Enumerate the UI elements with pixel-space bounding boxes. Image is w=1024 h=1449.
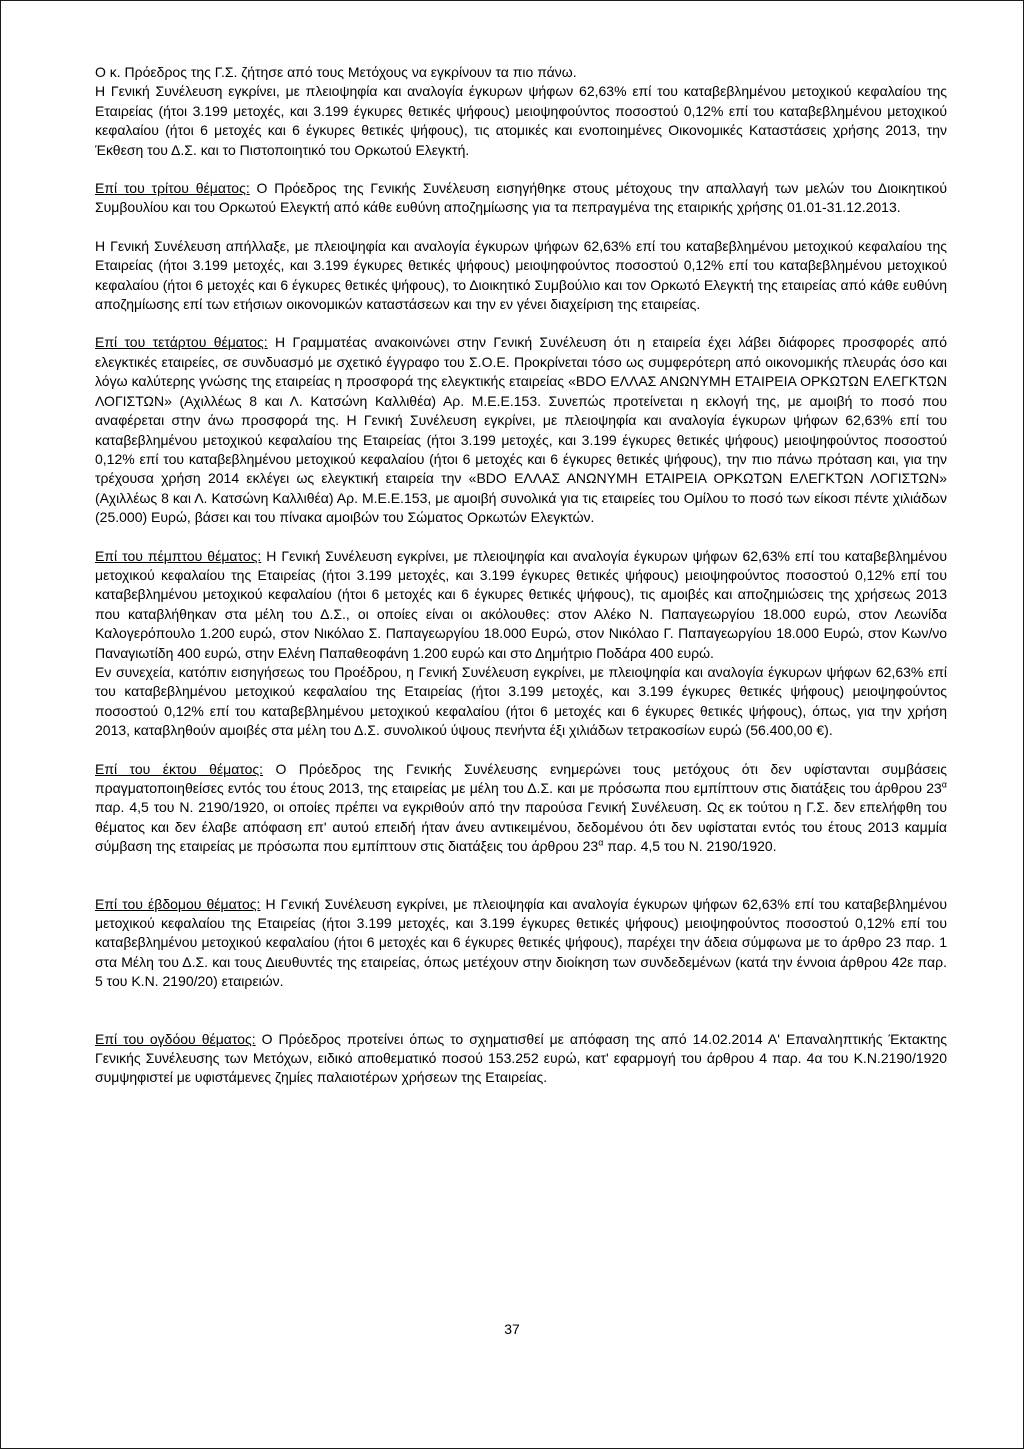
third-topic-heading: Επί του τρίτου θέματος: bbox=[95, 180, 250, 197]
paragraph-request-approval bbox=[95, 63, 947, 160]
sixth-topic-text-c: παρ. 4,5 του Ν. 2190/1920. bbox=[603, 838, 777, 855]
paragraph-third-topic bbox=[95, 179, 947, 218]
paragraph-seventh-topic bbox=[95, 895, 947, 992]
approval-financial-statements-text: Η Γενική Συνέλευση εγκρίνει, με πλειοψηφία και αναλογία έγκυρων ψήφων 62,63% επί του καταβεβλημένου μετοχικού κεφαλαίου της Εταιρείας (ήτοι 3.199 μετοχές, και 3.199 έγκυρες θετικές ψήφους) μειοψηφούντος ποσοστού 0,12% επί του καταβεβλημένου μετοχικού κεφαλαίου (ήτοι 6 μετοχές και 6 έγκυρες θετικές ψήφους), τις ατομικές και ενοποιημένες Οικονομικές Καταστάσεις χρήσης 2013, την Έκθεση του Δ.Σ. και το Πιστοποιητικό του Ορκωτού Ελεγκτή. bbox=[95, 83, 947, 158]
paragraph-eighth-topic bbox=[95, 1030, 947, 1088]
eighth-topic-heading: Επί του ογδόου θέματος: bbox=[95, 1030, 256, 1047]
seventh-topic-text: Η Γενική Συνέλευση εγκρίνει, με πλειοψηφία και αναλογία έγκυρων ψήφων 62,63% επί του καταβεβλημένου μετοχικού κεφαλαίου της Εταιρείας (ήτοι 3.199 μετοχές, και 3.199 έγκυρες θετικές ψήφους) μειοψηφούντος ποσοστού 0,12% επί του καταβεβλημένου μετοχικού κεφαλαίου (ήτοι 6 μετοχές και 6 έγκυρες θετικές ψήφους), παρέχει την άδεια σύμφωνα με το άρθρο 23 παρ. 1 στα Μέλη του Δ.Σ. και τους Διευθυντές της εταιρείας, όπως μετέχουν στην διοίκηση των συνδεδεμένων (κατά την έννοια άρθρου 42ε παρ. 5 του Κ.Ν. 2190/20) εταιρειών. bbox=[95, 895, 947, 990]
eighth-topic-text: Ο Πρόεδρος προτείνει όπως το σχηματισθεί με απόφαση της από 14.02.2014 Α' Επαναληπτικής Έκτακτης Γενικής Συνέλευσης των Μετόχων, ειδικό αποθεματικό ποσού 153.252 ευρώ, κατ' εφαρμογή του άρθρου 4 παρ. 4α του Κ.Ν.2190/1920 συμψηφιστεί με υφιστάμενες ζημίες παλαιοτέρων χρήσεων της Εταιρείας. bbox=[95, 1030, 947, 1086]
fifth-topic-text: Η Γενική Συνέλευση εγκρίνει, με πλειοψηφία και αναλογία έγκυρων ψήφων 62,63% επί του καταβεβλημένου μετοχικού κεφαλαίου της Εταιρείας (ήτοι 3.199 μετοχές, και 3.199 έγκυρες θετικές ψήφους) μειοψηφούντος ποσοστού 0,12% επί του καταβεβλημένου μετοχικού κεφαλαίου (ήτοι 6 μετοχές και 6 έγκυρες θετικές ψήφους), τις αμοιβές και αποζημιώσεις της χρήσεως 2013 που καταβλήθηκαν στα μέλη του Δ.Σ., οι οποίες είναι οι ακόλουθες: στον Αλέκο Ν. Παπαγεωργίου 18.000 ευρώ, στον Λεωνίδα Καλογερόπουλο 1.200 ευρώ, στον Νικόλαο Σ. Παπαγεωργίου 18.000 Ευρώ, στον Νικόλαο Γ. Παπαγεωργίου 18.000 Ευρώ, στον Κων/νο Παναγιωτίδη 400 ευρώ, στην Ελένη Παπαθεοφάνη 1.200 ευρώ και στο Δημήτριο Ποδάρα 400 ευρώ. bbox=[95, 547, 947, 661]
paragraph-discharge bbox=[95, 237, 947, 315]
chair-request-line: Ο κ. Πρόεδρος της Γ.Σ. ζήτησε από τους Μετόχους να εγκρίνουν τα πιο πάνω. bbox=[95, 64, 577, 80]
sixth-topic-text-b: παρ. 4,5 του Ν. 2190/1920, οι οποίες πρέπει να εγκριθούν από την παρούσα Γενική Συνέλευση. Ως εκ τούτου η Γ.Σ. δεν επελήφθη του θέματος και δεν έλαβε απόφαση επ' αυτού επειδή ήταν άνευ αντικειμένου, δεδομένου ότι δεν υφίσταται εντός του έτους 2013 καμμία σύμβαση της εταιρείας με πρόσωπα που εμπίπτουν στις διατάξεις του άρθρου 23 bbox=[95, 799, 947, 855]
sixth-topic-text-a: Ο Πρόεδρος της Γενικής Συνέλευσης ενημερώνει τους μετόχους ότι δεν υφίστανται συμβάσεις πραγματοποιηθείσες εντός του έτους 2013, της εταιρείας με μέλη του Δ.Σ. και με πρόσωπα που εμπίπτουν στις διατάξεις του άρθρου 23 bbox=[95, 760, 947, 796]
paragraph-fifth-topic bbox=[95, 547, 947, 663]
discharge-text: Η Γενική Συνέλευση απήλλαξε, με πλειοψηφία και αναλογία έγκυρων ψήφων 62,63% επί του καταβεβλημένου μετοχικού κεφαλαίου της Εταιρείας (ήτοι 3.199 μετοχές, και 3.199 έγκυρες θετικές ψήφους) μειοψηφούντος ποσοστού 0,12% επί του καταβεβλημένου μετοχικού κεφαλαίου (ήτοι 6 μετοχές και 6 έγκυρες θετικές ψήφους), το Διοικητικό Συμβούλιο και τον Ορκωτό Ελεγκτή της εταιρείας από κάθε ευθύνη αποζημίωσης επί των ετήσιων οικονομικών καταστάσεων και την εν γένει διαχείριση της εταιρείας. bbox=[95, 237, 947, 313]
paragraph-fourth-topic bbox=[95, 333, 947, 527]
seventh-topic-heading: Επί του έβδομου θέματος: bbox=[95, 895, 261, 912]
sixth-topic-heading: Επί του έκτου θέματος: bbox=[95, 760, 264, 777]
paragraph-sixth-topic bbox=[95, 760, 947, 857]
fourth-topic-text: Η Γραμματέας ανακοινώνει στην Γενική Συνέλευση ότι η εταιρεία έχει λάβει διάφορες προσφορές από ελεγκτικές εταιρείες, σε συνδυασμό με σχετικό έγγραφο του Σ.Ο.Ε. Προκρίνεται τόσο ως συμφερότερη από οικονομικής πλευράς όσο και λόγω καλύτερης γνώσης της εταιρείας η προσφορά της ελεγκτικής εταιρείας «BDO ΕΛΛΑΣ ΑΝΩΝΥΜΗ ΕΤΑΙΡΕΙΑ ΟΡΚΩΤΩΝ ΕΛΕΓΚΤΩΝ ΛΟΓΙΣΤΩΝ» (Αχιλλέως 8 και Λ. Κατσώνη Καλλιθέα) Αρ. Μ.Ε.Ε.153. Συνεπώς προτείνεται η εκλογή της, με αμοιβή το ποσό που αναφέρεται στην άνω προσφορά της. Η Γενική Συνέλευση εγκρίνει, με πλειοψηφία και αναλογία έγκυρων ψήφων 62,63% επί του καταβεβλημένου μετοχικού κεφαλαίου της Εταιρείας (ήτοι 3.199 μετοχές, και 3.199 έγκυρες θετικές ψήφους) μειοψηφούντος ποσοστού 0,12% επί του καταβεβλημένου μετοχικού κεφαλαίου (ήτοι 6 μετοχές και 6 έγκυρες θετικές ψήφους), την πιο πάνω πρόταση και, για την τρέχουσα χρήση 2014 εκλέγει ως ελεγκτική εταιρεία την «BDO ΕΛΛΑΣ ΑΝΩΝΥΜΗ ΕΤΑΙΡΕΙΑ ΟΡΚΩΤΩΝ ΕΛΕΓΚΤΩΝ ΛΟΓΙΣΤΩΝ» (Αχιλλέως 8 και Λ. Κατσώνη Καλλιθέα) Αρ. Μ.Ε.Ε.153, με αμοιβή συνολικά για τις εταιρείες του Ομίλου το ποσό των είκοσι πέντε χιλιάδων (25.000) Ευρώ, βάσει και του πίνακα αμοιβών του Σώματος Ορκωτών Ελεγκτών. bbox=[95, 334, 947, 526]
board-fees-text: Εν συνεχεία, κατόπιν εισηγήσεως του Προέδρου, η Γενική Συνέλευση εγκρίνει, με πλειοψηφία και αναλογία έγκυρων ψήφων 62,63% επί του καταβεβλημένου μετοχικού κεφαλαίου της Εταιρείας (ήτοι 3.199 μετοχές, και 3.199 έγκυρες θετικές ψήφους) μειοψηφούντος ποσοστού 0,12% επί του καταβεβλημένου μετοχικού κεφαλαίου (ήτοι 6 μετοχές και 6 έγκυρες θετικές ψήφους), όπως, για την χρήση 2013, καταβληθούν αμοιβές στα μέλη του Δ.Σ. συνολικού ύψους πενήντα έξι χιλιάδων τετρακοσίων ευρώ (56.400,00 €). bbox=[95, 663, 947, 739]
paragraph-board-fees bbox=[95, 663, 947, 741]
page-number: 37 bbox=[504, 1321, 520, 1337]
fourth-topic-heading: Επί του τετάρτου θέματος: bbox=[95, 334, 268, 351]
third-topic-text: Ο Πρόεδρος της Γενικής Συνέλευση εισηγήθηκε στους μέτοχους την απαλλαγή των μελών του Διοικητικού Συμβουλίου και του Ορκωτού Ελεγκτή από κάθε ευθύνη αποζημίωσης για τα πεπραγμένα της εταιρικής χρήσης 01.01-31.12.2013. bbox=[95, 180, 947, 216]
fifth-topic-heading: Επί του πέμπτου θέματος: bbox=[95, 547, 262, 564]
article-superscript: α bbox=[598, 837, 604, 848]
document-body bbox=[95, 63, 947, 1088]
article-superscript: α bbox=[941, 779, 947, 790]
